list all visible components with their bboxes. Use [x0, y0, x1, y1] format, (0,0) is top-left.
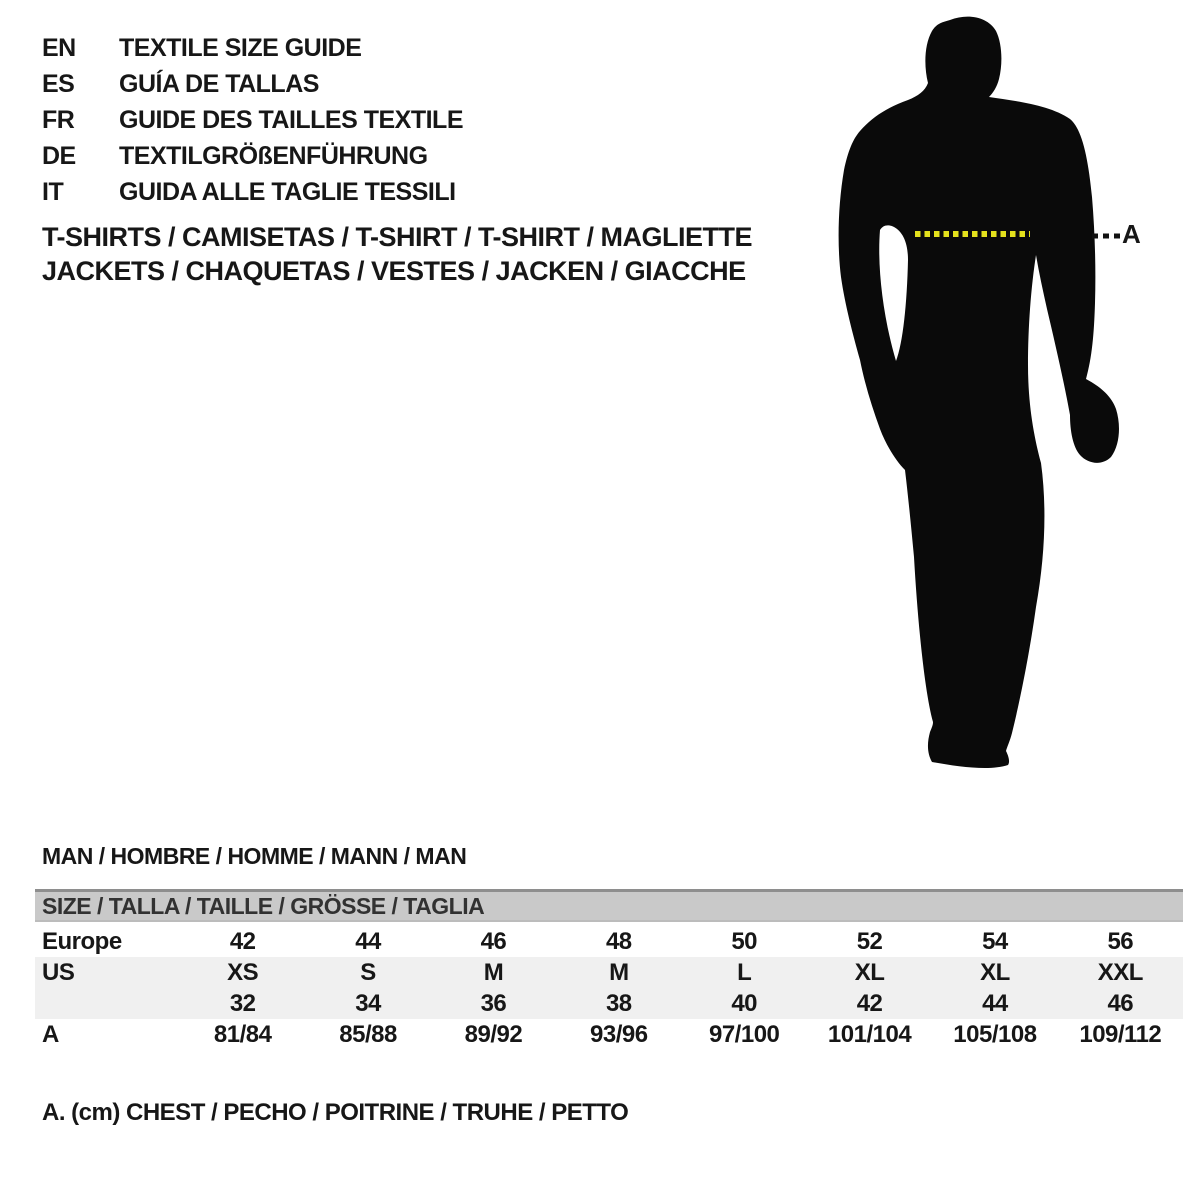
- product-line-tshirts: T-SHIRTS / CAMISETAS / T-SHIRT / T-SHIRT / MAGLIETTE: [42, 222, 753, 252]
- size-cell: 38: [605, 989, 632, 1017]
- size-cell: 89/92: [464, 1020, 523, 1048]
- size-cell: 44: [982, 989, 1008, 1017]
- size-cell: 48: [605, 927, 632, 955]
- measurement-footnote: A. (cm) CHEST / PECHO / POITRINE / TRUHE / PETTO: [42, 1099, 629, 1126]
- size-cell: 97/100: [708, 1020, 780, 1048]
- language-code: ES: [42, 69, 75, 98]
- table-row-numeric: [35, 988, 1183, 1019]
- size-cell: 52: [856, 927, 883, 955]
- man-silhouette-figure: [820, 5, 1140, 795]
- size-table-rows: [35, 926, 1183, 1050]
- size-table: [35, 889, 1183, 1050]
- language-list: [42, 30, 463, 210]
- table-row-europe: [35, 926, 1183, 957]
- size-cell: M: [609, 958, 629, 986]
- size-cell: XL: [854, 958, 885, 986]
- size-cell: 42: [856, 989, 883, 1017]
- language-label: TEXTILE SIZE GUIDE: [119, 33, 362, 62]
- language-row-it: [42, 174, 463, 210]
- man-silhouette-svg: [820, 5, 1140, 795]
- table-row-chest-a: [35, 1019, 1183, 1050]
- size-cell: 46: [480, 927, 507, 955]
- size-cell: M: [483, 958, 504, 986]
- language-code: FR: [42, 105, 75, 134]
- size-cell: 50: [731, 927, 758, 955]
- language-row-en: [42, 30, 463, 66]
- size-cell: 34: [355, 989, 381, 1017]
- language-code: EN: [42, 33, 76, 62]
- size-cell: 109/112: [1079, 1020, 1162, 1048]
- size-cell: S: [360, 958, 376, 986]
- product-line-jackets: JACKETS / CHAQUETAS / VESTES / JACKEN / GIACCHE: [42, 256, 746, 286]
- row-label: Europe: [42, 927, 122, 955]
- size-cell: XS: [227, 958, 259, 986]
- size-cell: L: [737, 958, 752, 986]
- language-label: GUÍA DE TALLAS: [119, 69, 319, 98]
- row-label: A: [42, 1020, 59, 1048]
- size-cell: 85/88: [339, 1020, 397, 1048]
- measurement-label-a: A: [1122, 219, 1141, 249]
- language-label: GUIDA ALLE TAGLIE TESSILI: [119, 177, 456, 206]
- size-cell: 81/84: [213, 1020, 272, 1048]
- size-cell: 42: [229, 927, 256, 955]
- size-cell: 54: [982, 927, 1008, 955]
- size-cell: 93/96: [590, 1020, 648, 1048]
- product-categories: [42, 220, 752, 288]
- language-code: IT: [42, 177, 64, 206]
- section-title-man: MAN / HOMBRE / HOMME / MANN / MAN: [42, 843, 467, 869]
- man-silhouette-path: [839, 17, 1119, 768]
- language-row-de: [42, 138, 463, 174]
- language-row-fr: [42, 102, 463, 138]
- size-cell: 44: [355, 927, 381, 955]
- language-label: GUIDE DES TAILLES TEXTILE: [119, 105, 464, 134]
- language-label: TEXTILGRÖßENFÜHRUNG: [119, 141, 428, 170]
- size-cell: XL: [980, 958, 1010, 986]
- size-cell: 40: [731, 989, 758, 1017]
- table-row-us: [35, 957, 1183, 988]
- size-cell: 56: [1107, 927, 1134, 955]
- size-cell: 105/108: [953, 1020, 1037, 1048]
- row-label: US: [42, 958, 75, 986]
- size-cell: XXL: [1097, 958, 1143, 986]
- size-cell: 46: [1107, 989, 1134, 1017]
- size-table-header: SIZE / TALLA / TAILLE / GRÖSSE / TAGLIA: [35, 889, 1183, 922]
- language-code: DE: [42, 141, 76, 170]
- size-cell: 36: [480, 989, 507, 1017]
- language-row-es: [42, 66, 463, 102]
- size-cell: 101/104: [827, 1020, 912, 1048]
- size-cell: 32: [229, 989, 256, 1017]
